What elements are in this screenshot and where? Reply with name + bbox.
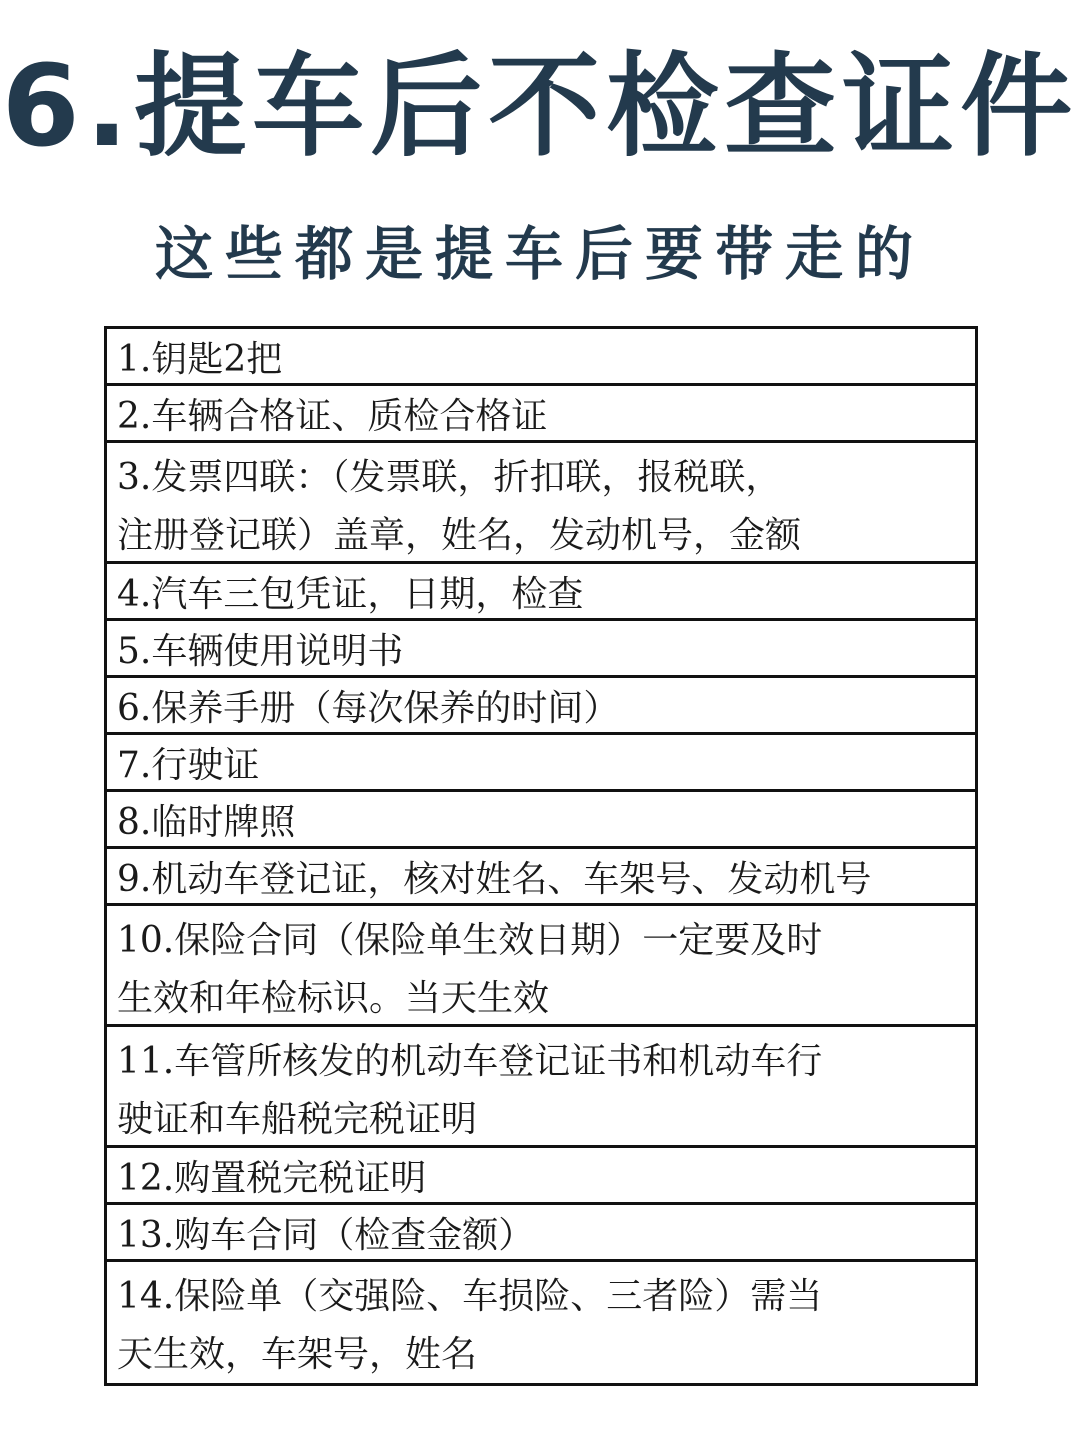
- list-item: [107, 621, 975, 678]
- list-item-text: 3.发票四联：（发票联，折扣联，报税联，: [117, 457, 782, 498]
- list-item-text: 驶证和车船税完税证明: [117, 1099, 478, 1140]
- list-item-text: 14.保险单（交强险、车损险、三者险）需当: [117, 1276, 823, 1317]
- list-item-text: 1.钥匙2把: [117, 339, 283, 380]
- list-item-text: 4.汽车三包凭证，日期，检查: [117, 574, 584, 615]
- list-item-text: 12.购置税完税证明: [117, 1158, 427, 1199]
- list-item: [107, 906, 975, 1027]
- list-item-text: 7.行驶证: [117, 745, 260, 786]
- list-item-text: 11.车管所核发的机动车登记证书和机动车行: [117, 1041, 823, 1082]
- list-item-text: 生效和年检标识。当天生效: [117, 978, 550, 1019]
- page-title: 6.提车后不检查证件: [1, 42, 1079, 172]
- list-item: [107, 735, 975, 792]
- list-item: [107, 443, 975, 564]
- page-subtitle: 这些都是提车后要带走的: [154, 220, 925, 288]
- checklist-table: [104, 326, 978, 1386]
- list-item: [107, 329, 975, 386]
- list-item: [107, 1262, 975, 1383]
- list-item: [107, 1205, 975, 1262]
- list-item: [107, 564, 975, 621]
- list-item-text: 天生效，车架号，姓名: [117, 1334, 478, 1375]
- list-item: [107, 678, 975, 735]
- list-item-text: 10.保险合同（保险单生效日期）一定要及时: [117, 920, 823, 961]
- list-item: [107, 849, 975, 906]
- list-item: [107, 1148, 975, 1205]
- list-item-text: 13.购车合同（检查金额）: [117, 1215, 535, 1256]
- list-item: [107, 1027, 975, 1148]
- list-item-text: 2.车辆合格证、质检合格证: [117, 396, 548, 437]
- list-item-text: 8.临时牌照: [117, 802, 296, 843]
- list-item-text: 9.机动车登记证，核对姓名、车架号、发动机号: [117, 859, 872, 900]
- list-item-text: 5.车辆使用说明书: [117, 631, 404, 672]
- list-item-text: 6.保养手册（每次保养的时间）: [117, 688, 620, 729]
- list-item: [107, 386, 975, 443]
- list-item-text: 注册登记联）盖章，姓名，发动机号，金额: [117, 515, 802, 556]
- list-item: [107, 792, 975, 849]
